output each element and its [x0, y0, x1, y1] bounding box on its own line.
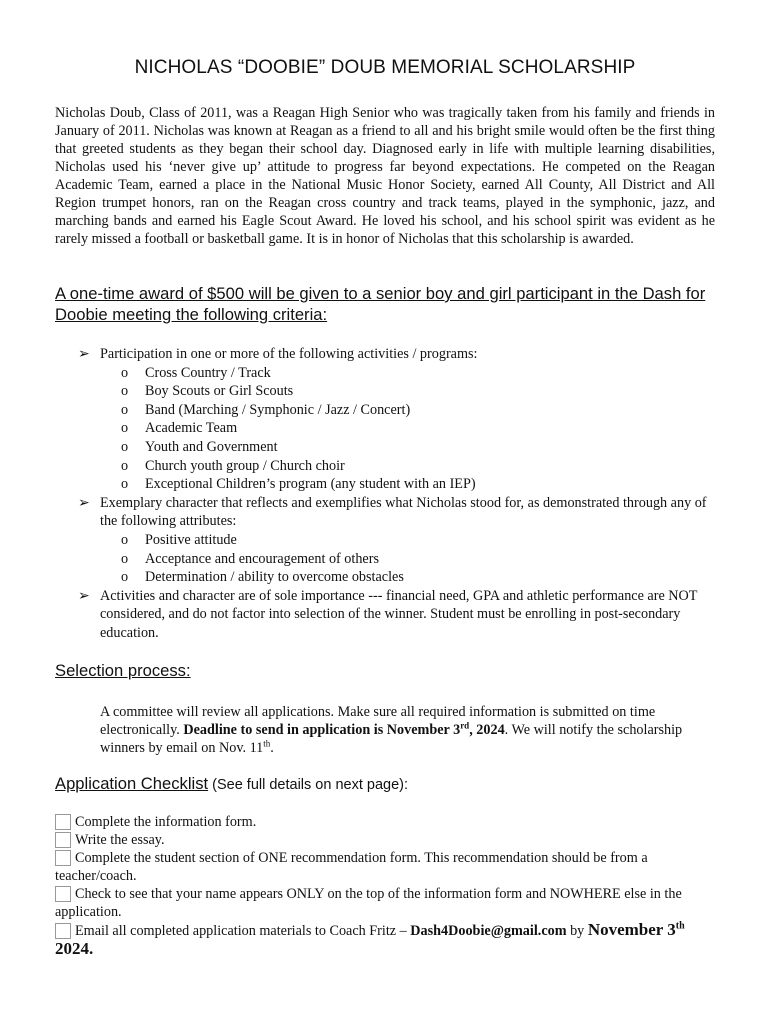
criteria-subitem — [78, 457, 718, 476]
checklist-item-name-check — [55, 885, 705, 921]
deadline-text — [183, 722, 504, 738]
selection-paragraph — [100, 703, 710, 757]
criteria-item — [78, 494, 718, 587]
checklist-item-recommendation — [55, 849, 705, 885]
email-deadline-a: November 3 — [587, 920, 676, 939]
criteria-subitem — [78, 475, 718, 494]
arrow-bullet-icon: ➢ — [78, 494, 90, 511]
selection-text-3: . — [270, 740, 274, 756]
checklist-item-email — [55, 921, 705, 959]
circle-bullet-icon: o — [121, 550, 129, 567]
checkbox[interactable] — [55, 814, 71, 830]
email-deadline-b: 2024. — [55, 939, 94, 958]
deadline-sup: rd — [460, 720, 470, 731]
checklist-title: Application Checklist — [55, 774, 209, 793]
criteria-subitem-text: Determination / ability to overcome obstacles — [145, 569, 404, 586]
circle-bullet-icon: o — [121, 383, 129, 400]
criteria-subitem-text: Positive attitude — [145, 531, 237, 548]
award-heading: A one-time award of $500 will be given to a senior boy and girl participant in the Dash for Doobie meeting the following criteria: — [55, 284, 706, 324]
contact-email[interactable]: Dash4Doobie@gmail.com — [410, 923, 567, 939]
criteria-subitem-text: Academic Team — [145, 420, 238, 437]
circle-bullet-icon: o — [121, 457, 129, 474]
criteria-subitem-text: Church youth group / Church choir — [145, 457, 345, 474]
arrow-bullet-icon: ➢ — [78, 346, 90, 362]
checklist — [55, 813, 705, 959]
checklist-item-label: Complete the student section of ONE recommendation form. This recommendation should be from a teacher/coach. — [55, 850, 648, 884]
criteria-subitem-text: Band (Marching / Symphonic / Jazz / Concert) — [145, 401, 411, 418]
checklist-item-label: Check to see that your name appears ONLY on the top of the information form and NOWHERE else in the application. — [55, 886, 682, 920]
arrow-bullet-icon: ➢ — [78, 587, 90, 604]
criteria-subitem — [78, 531, 718, 550]
criteria-text: Participation in one or more of the following activities / programs: — [100, 346, 478, 362]
criteria-list — [78, 345, 718, 643]
checklist-item-label: Write the essay. — [75, 832, 165, 848]
notify-sup: th — [263, 738, 271, 749]
criteria-subitem-text: Exceptional Children’s program (any student with an IEP) — [145, 476, 476, 493]
criteria-subitem-text: Acceptance and encouragement of others — [145, 550, 379, 567]
checklist-item-information-form — [55, 813, 705, 831]
checkbox[interactable] — [55, 923, 71, 939]
checkbox[interactable] — [55, 886, 71, 902]
deadline-pre: Deadline to send in application is November 3 — [183, 722, 461, 738]
circle-bullet-icon: o — [121, 420, 129, 437]
selection-heading: Selection process: — [55, 661, 191, 680]
circle-bullet-icon: o — [121, 531, 129, 548]
circle-bullet-icon: o — [121, 364, 129, 381]
criteria-subitem — [78, 438, 718, 457]
circle-bullet-icon: o — [121, 401, 129, 418]
email-by-text: by — [566, 923, 588, 939]
criteria-subitem — [78, 568, 718, 587]
criteria-sublist — [78, 364, 718, 494]
deadline-post: , 2024 — [469, 722, 505, 738]
checklist-heading — [55, 774, 408, 794]
criteria-text: Exemplary character that reflects and exemplifies what Nicholas stood for, as demonstrated through any of the following attributes: — [100, 494, 707, 530]
checkbox[interactable] — [55, 850, 71, 866]
criteria-subitem — [78, 382, 718, 401]
email-deadline-sup: th — [675, 920, 685, 932]
criteria-subitem-text: Boy Scouts or Girl Scouts — [145, 383, 294, 400]
circle-bullet-icon: o — [121, 569, 129, 586]
criteria-sublist — [78, 531, 718, 587]
criteria-item — [78, 345, 718, 494]
email-item-text: Email all completed application materials to Coach Fritz – — [75, 923, 411, 939]
criteria-subitem — [78, 550, 718, 569]
intro-paragraph: Nicholas Doub, Class of 2011, was a Reagan High Senior who was tragically taken from his family and friends in January of 2011. Nicholas was known at Reagan as a friend to all and his bright smile would often be the first thing that greeted students as they began their school day. Diagnosed early in life with multiple learning disabilities, Nicholas used his ‘never give up’ attitude to progress far beyond expectations. He competed on the Reagan Academic Team, earned a place in the National Music Honor Society, earned All County, All District and All Region trumpet honors, ran on the Reagan cross country and track teams, played in the symphonic, jazz, and marching bands and earned his Eagle Scout Award. He loved his school, and his school spirit was evident as he rarely missed a football or basketball game. It is in honor of Nicholas that this scholarship is awarded. — [55, 105, 715, 247]
criteria-subitem — [78, 419, 718, 438]
criteria-subitem-text: Cross Country / Track — [145, 364, 271, 381]
criteria-subitem — [78, 364, 718, 383]
criteria-subitem-text: Youth and Government — [145, 438, 278, 455]
checkbox[interactable] — [55, 832, 71, 848]
checklist-note: (See full details on next page): — [208, 777, 409, 793]
selection-text-1: A committee will review all applications. Make sure all required information is submitted on time electronically. — [100, 704, 656, 738]
criteria-item — [78, 587, 718, 643]
selection-text-2: . We will notify the scholarship winners by email on Nov. 11 — [100, 722, 683, 756]
circle-bullet-icon: o — [121, 476, 129, 493]
checklist-item-label: Complete the information form. — [75, 814, 257, 830]
checklist-item-essay — [55, 831, 705, 849]
criteria-subitem — [78, 401, 718, 420]
criteria-text: Activities and character are of sole importance --- financial need, GPA and athletic performance are NOT considered, and do not factor into selection of the winner. Student must be enrolling in post-secondary education. — [100, 587, 698, 641]
page-title: NICHOLAS “DOOBIE” DOUB MEMORIAL SCHOLARSHIP — [134, 57, 636, 78]
circle-bullet-icon: o — [121, 438, 129, 455]
